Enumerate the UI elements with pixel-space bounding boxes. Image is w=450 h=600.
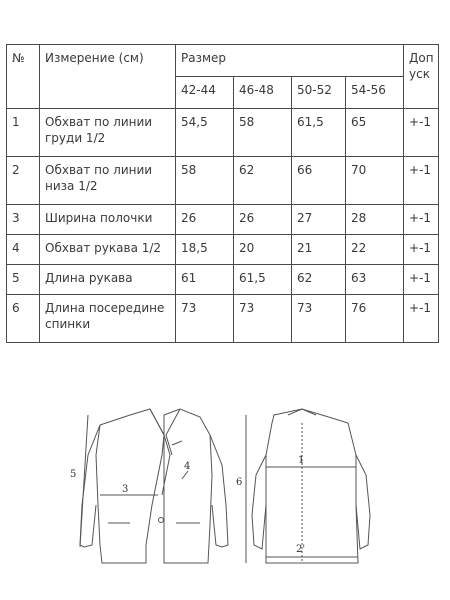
jacket-front <box>80 409 228 563</box>
row-measure: Обхват рукава 1/2 <box>40 235 176 265</box>
row-value: 61,5 <box>292 109 346 157</box>
size-header: 50-52 <box>292 77 346 109</box>
row-value: 58 <box>234 109 292 157</box>
label-measure-3: 3 <box>122 484 129 495</box>
table-row <box>7 205 439 235</box>
row-measure: Обхват по линии груди 1/2 <box>40 109 176 157</box>
row-measure: Длина посередине спинки <box>40 295 176 343</box>
row-tolerance: +-1 <box>404 205 439 235</box>
row-tolerance: +-1 <box>404 109 439 157</box>
label-measure-2: 2' <box>296 544 306 555</box>
row-value: 22 <box>346 235 404 265</box>
row-value: 20 <box>234 235 292 265</box>
label-measure-5: 5 <box>70 469 77 480</box>
row-value: 61,5 <box>234 265 292 295</box>
row-number: 6 <box>7 295 40 343</box>
row-value: 65 <box>346 109 404 157</box>
col-header-size: Размер <box>176 45 404 77</box>
row-number: 2 <box>7 157 40 205</box>
jacket-technical-drawing <box>60 395 390 575</box>
row-measure: Обхват по линии низа 1/2 <box>40 157 176 205</box>
row-value: 58 <box>176 157 234 205</box>
row-number: 3 <box>7 205 40 235</box>
row-number: 4 <box>7 235 40 265</box>
row-value: 73 <box>292 295 346 343</box>
row-value: 54,5 <box>176 109 234 157</box>
label-measure-4: 4 <box>184 461 191 472</box>
row-value: 21 <box>292 235 346 265</box>
label-measure-6: 6 <box>236 477 243 488</box>
row-value: 26 <box>176 205 234 235</box>
row-value: 66 <box>292 157 346 205</box>
row-tolerance: +-1 <box>404 265 439 295</box>
row-number: 1 <box>7 109 40 157</box>
row-value: 76 <box>346 295 404 343</box>
row-value: 62 <box>292 265 346 295</box>
size-header: 42-44 <box>176 77 234 109</box>
row-tolerance: +-1 <box>404 157 439 205</box>
row-tolerance: +-1 <box>404 295 439 343</box>
size-header: 46-48 <box>234 77 292 109</box>
row-measure: Длина рукава <box>40 265 176 295</box>
row-value: 62 <box>234 157 292 205</box>
row-number: 5 <box>7 265 40 295</box>
col-header-measure: Измерение (см) <box>40 45 176 109</box>
table-row <box>7 109 439 157</box>
row-value: 73 <box>176 295 234 343</box>
table-row <box>7 295 439 343</box>
col-header-number: № <box>7 45 40 109</box>
table-row <box>7 157 439 205</box>
row-value: 61 <box>176 265 234 295</box>
table-row <box>7 265 439 295</box>
label-measure-1: 1 <box>298 455 305 466</box>
size-table <box>6 44 439 343</box>
row-value: 70 <box>346 157 404 205</box>
row-tolerance: +-1 <box>404 235 439 265</box>
col-header-tolerance: Доп уск <box>404 45 439 109</box>
row-value: 26 <box>234 205 292 235</box>
row-value: 63 <box>346 265 404 295</box>
row-value: 73 <box>234 295 292 343</box>
row-value: 28 <box>346 205 404 235</box>
size-header: 54-56 <box>346 77 404 109</box>
table-row <box>7 235 439 265</box>
jacket-back <box>252 409 370 563</box>
row-value: 18,5 <box>176 235 234 265</box>
row-value: 27 <box>292 205 346 235</box>
row-measure: Ширина полочки <box>40 205 176 235</box>
